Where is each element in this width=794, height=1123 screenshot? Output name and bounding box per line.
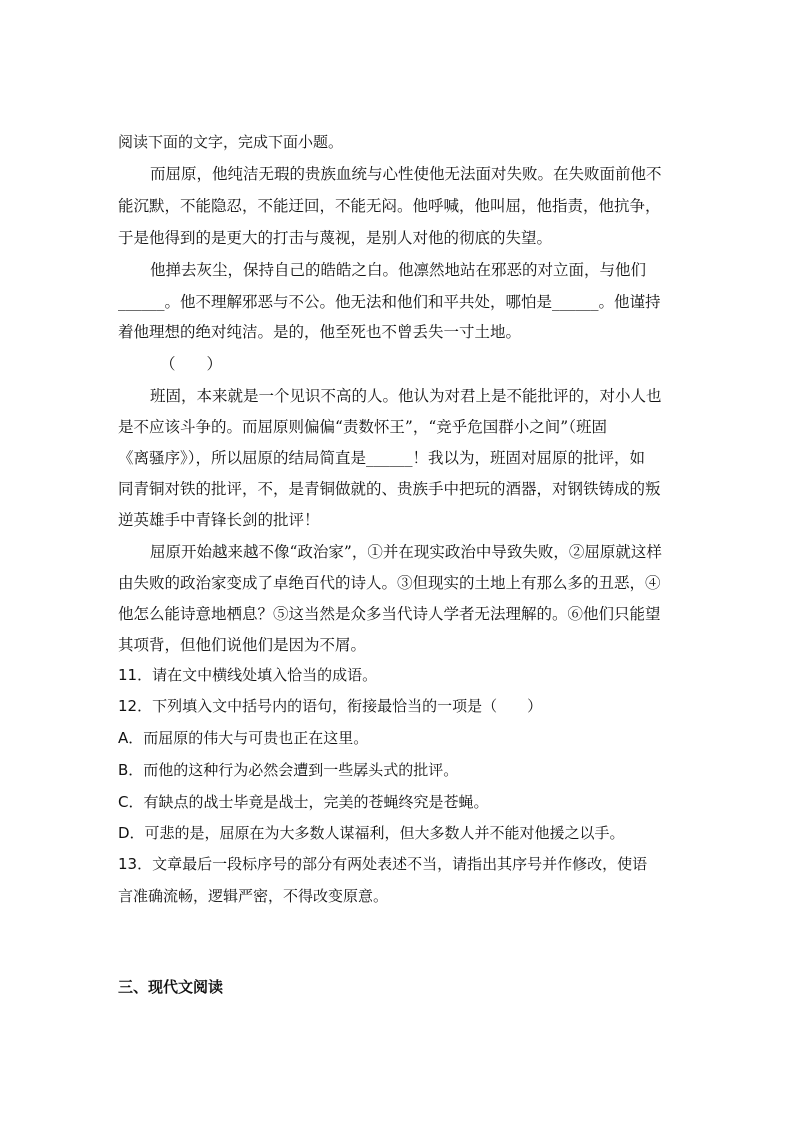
passage-p1-line-1: 而屈原，他纯洁无瑕的贵族血统与心性使他无法面对失败。在失败面前他不	[150, 165, 662, 183]
reading-instruction: 阅读下面的文字，完成下面小题。	[118, 133, 344, 151]
passage-p2-line-1: 他掸去灰尘，保持自己的皓皓之白。他凛然地站在邪恶的对立面，与他们	[150, 261, 647, 279]
passage-p3-line-5: 逆英雄手中青锋长剑的批评！	[118, 511, 320, 529]
passage-p4-line-3: 他怎么能诗意地栖息？⑤这当然是众多当代诗人学者无法理解的。⑥他们只能望	[118, 605, 661, 623]
question-12: 12．下列填入文中括号内的语句，衔接最恰当的一项是（ ）	[118, 697, 543, 715]
passage-p4-line-2: 由失败的政治家变成了卓绝百代的诗人。③但现实的土地上有那么多的丑恶，④	[118, 574, 661, 592]
passage-p1-line-2: 能沉默，不能隐忍，不能迂回，不能无闷。他呼喊，他叫屈，他指责，他抗争，	[118, 197, 661, 215]
section-heading: 三、现代文阅读	[118, 978, 224, 996]
passage-p2-line-3: 着他理想的绝对纯洁。是的，他至死也不曾丢失一寸土地。	[118, 323, 522, 341]
passage-p4-line-1: 屈原开始越来越不像“政治家”，①并在现实政治中导致失败，②屈原就这样	[150, 543, 662, 561]
question-13-line-2: 言准确流畅，逻辑严密，不得改变原意。	[118, 887, 389, 905]
answer-bracket: （ ）	[160, 355, 223, 373]
question-13-line-1: 13．文章最后一段标序号的部分有两处表述不当，请指出其序号并作修改，使语	[118, 855, 648, 873]
option-c: C．有缺点的战士毕竟是战士，完美的苍蝇终究是苍蝇。	[118, 793, 489, 811]
passage-p3-line-2: 是不应该斗争的。而屈原则偏偏“责数怀王”，“竞乎危国群小之间”（班固	[118, 418, 607, 436]
option-b: B．而他的这种行为必然会遭到一些孱头式的批评。	[118, 761, 459, 779]
option-a: A．而屈原的伟大与可贵也正在这里。	[118, 729, 369, 747]
passage-p3-line-1: 班固，本来就是一个见识不高的人。他认为对君上是不能批评的，对小人也	[150, 387, 662, 405]
passage-p3-line-4: 同青铜对铁的批评，不，是青铜做就的、贵族手中把玩的酒器，对钢铁铸成的叛	[118, 480, 661, 498]
passage-p1-line-3: 于是他得到的是更大的打击与蔑视，是别人对他的彻底的失望。	[118, 229, 553, 247]
question-11: 11．请在文中横线处填入恰当的成语。	[118, 666, 378, 684]
passage-p4-line-4: 其项背，但他们说他们是因为不屑。	[118, 636, 367, 654]
option-d: D．可悲的是，屈原在为大多数人谋福利，但大多数人并不能对他援之以手。	[118, 824, 625, 842]
passage-p2-line-2: ______。他不理解邪恶与不公。他无法和他们和平共处，哪怕是______。他谨持	[118, 293, 661, 311]
passage-p3-line-3: 《离骚序》），所以屈原的结局简直是______！我以为，班固对屈原的批评，如	[118, 449, 646, 467]
